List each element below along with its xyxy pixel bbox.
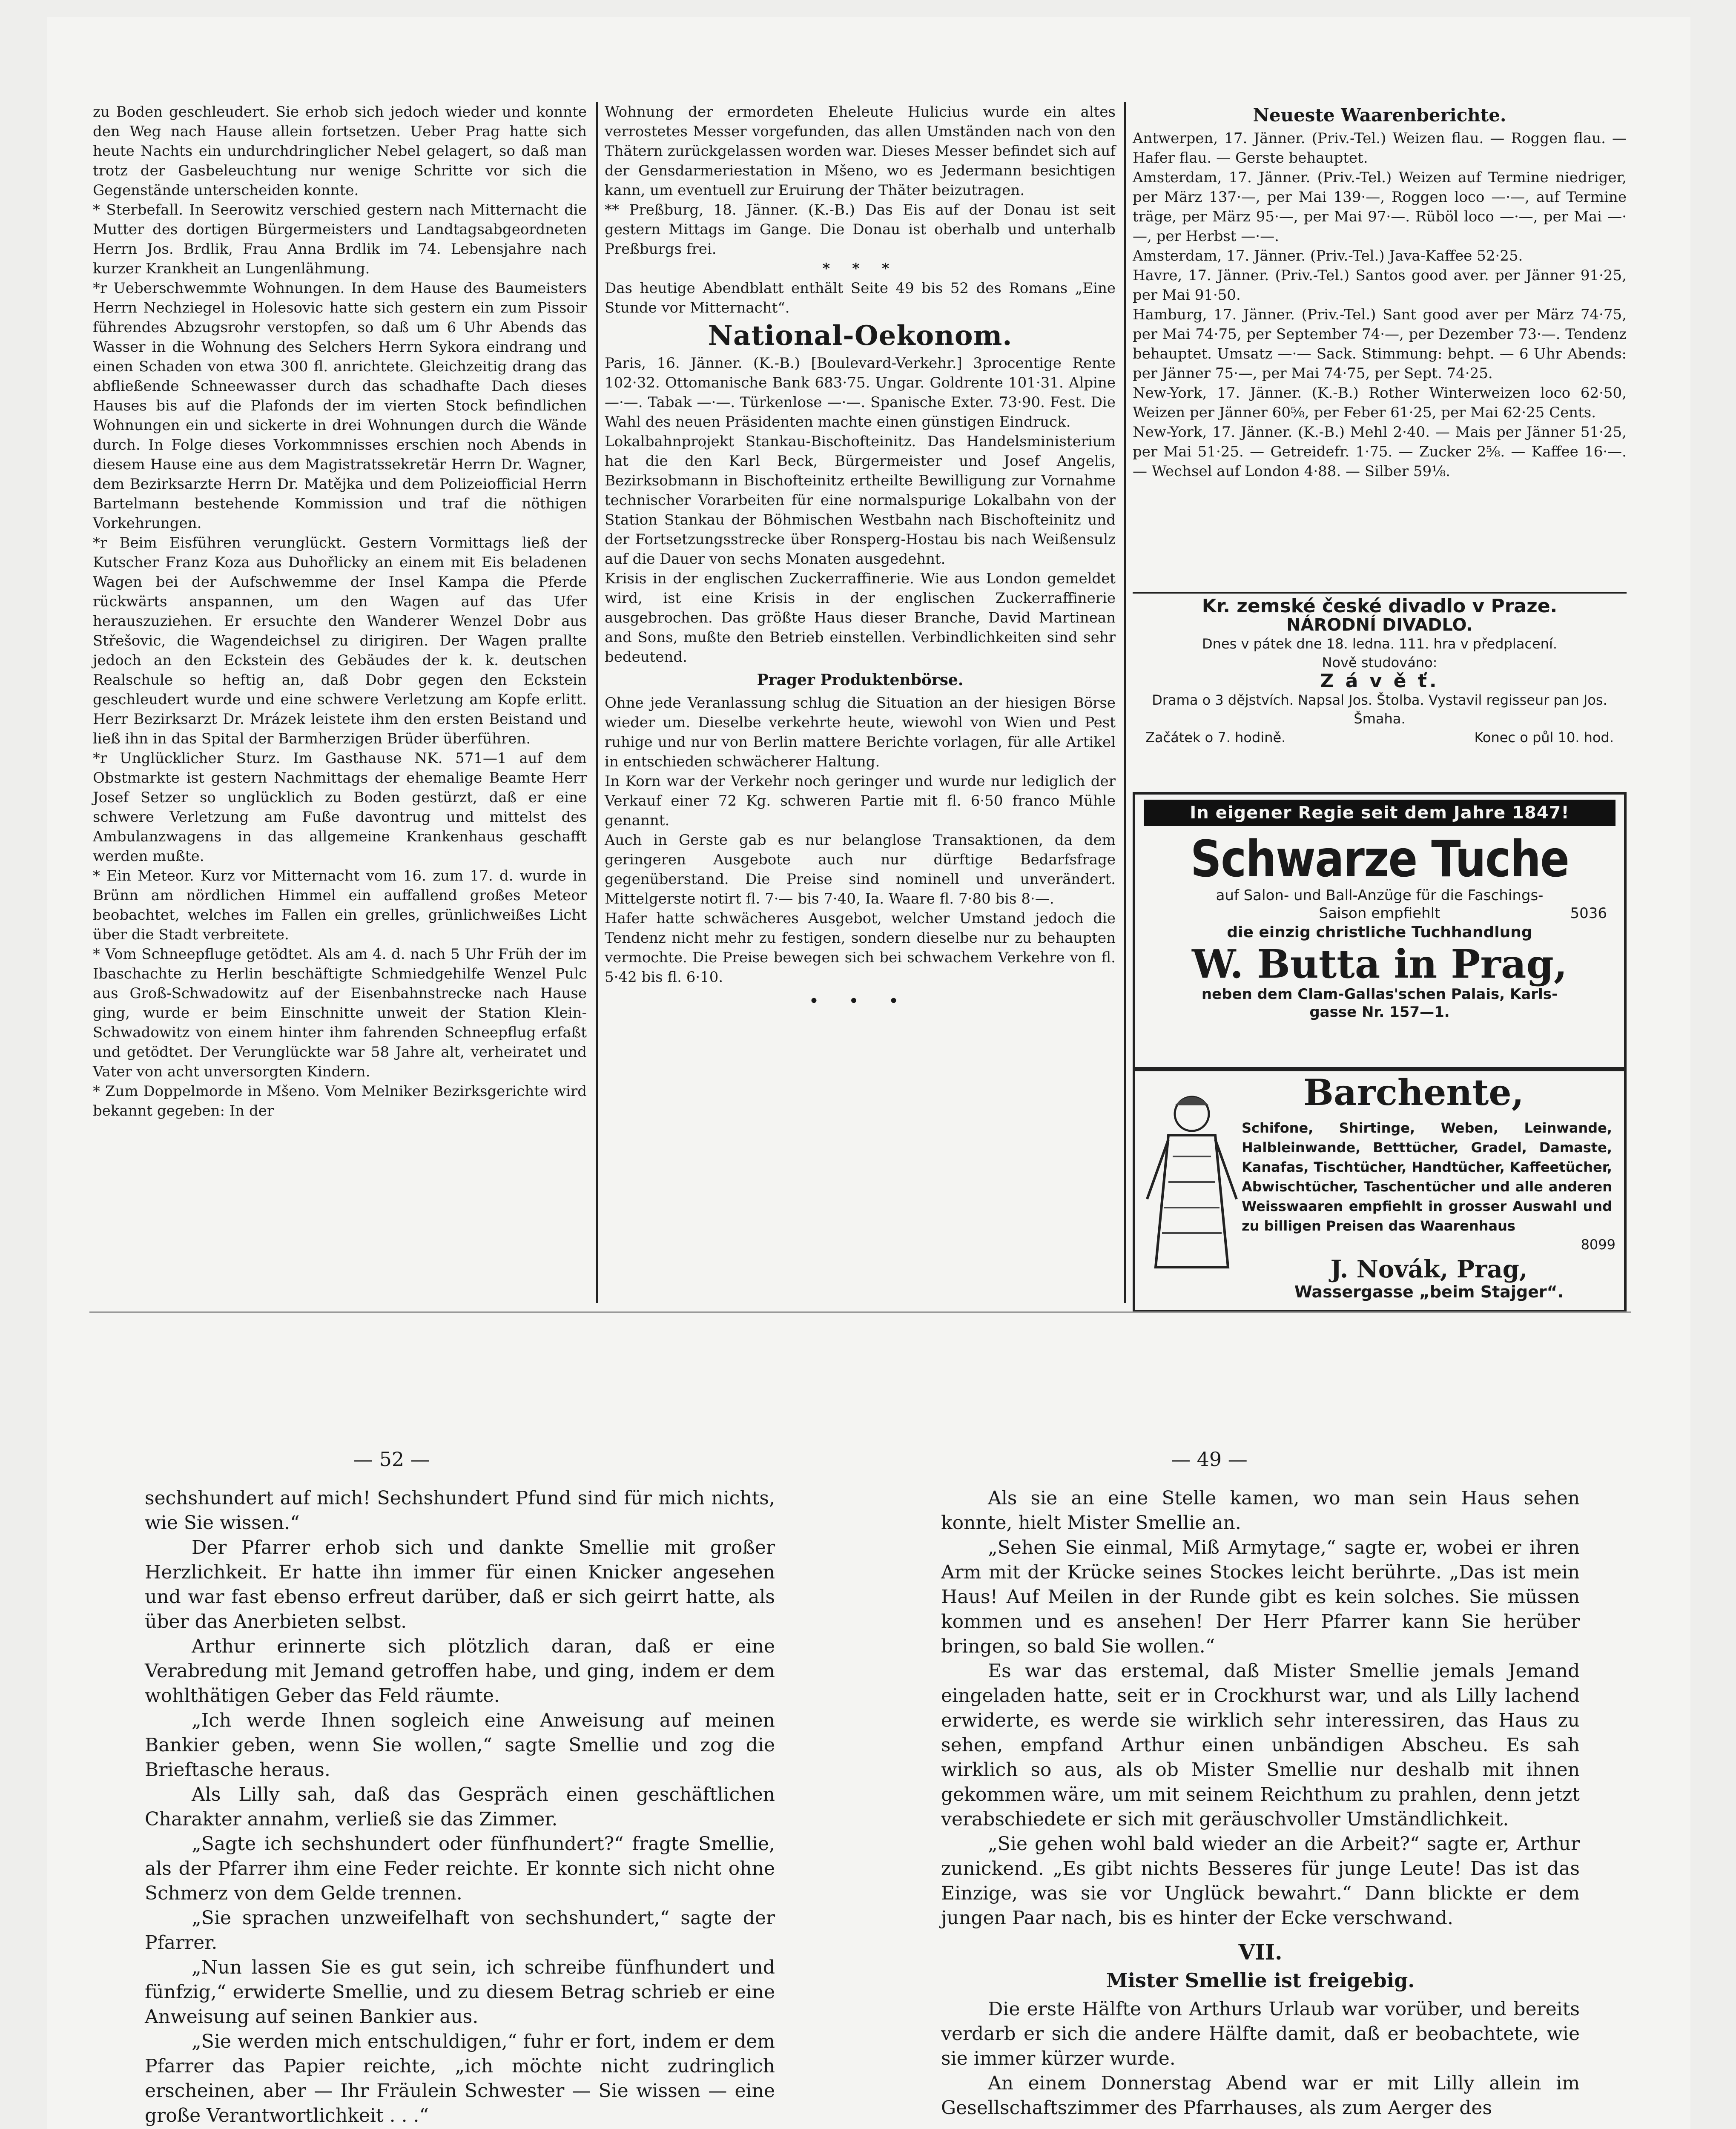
novel-paragraph: Als Lilly sah, daß das Gespräch einen geschäftlichen Charakter annahm, verließ sie das Zimmer. <box>145 1784 775 1830</box>
news-doppelmord: * Zum Doppelmorde in Mšeno. Vom Melniker Bezirksgerichte wird bekannt gegeben: In der <box>93 1083 587 1119</box>
novel-paragraph: „Sagte ich sechshundert oder fünfhundert?“ fragte Smellie, als der Pfarrer ihm eine Feder reichte. Er konnte sich nicht ohne Schmerz von dem Gelde trennen. <box>145 1833 775 1904</box>
separator-asterisks: * * * <box>822 260 898 277</box>
news-pressburg: ** Preßburg, 18. Jänner. (K.-B.) Das Eis auf der Donau ist seit gestern Mittags im Gange. Die Donau ist oberhalb und unterhalb Preßburgs frei. <box>605 201 1116 258</box>
news-lokalbahn: Lokalbahnprojekt Stankau-Bischofteinitz. Das Handelsministerium hat die den Karl Beck, Bürgermeister und Josef Angelis, Bezirksobmann in Bischofteinitz ertheilte Bewilligung zur Vornahme technischer Vorarbeiten für eine normalspurige Lokalbahn von der Station Stankau der Böhmischen Westbahn nach Bischofteinitz und der Fortsetzungsstrecke über Ronsperg-Hostau bis nach Weißensulz auf die Dauer von sechs Monaten ausgedehnt. <box>605 433 1116 568</box>
novel-paragraph: „Sie gehen wohl bald wieder an die Arbeit?“ sagte er, Arthur zunickend. „Es gibt nichts Besseres für junge Leute! Das ist das Einzige, was sie vor Unglück bewahrt.“ Dann blickte er dem jungen Paar nach, bis es hinter der Ecke verschwand. <box>941 1833 1580 1929</box>
market-paragraph: Auch in Gerste gab es nur belanglose Transaktionen, da dem geringeren Ausgebote auch nur dürftige Bedarfsfrage gegenüberstand. Die Preise sind nominell und unverändert. Mittelgerste notirt fl. 7·— bis 7·40, Ia. Waare fl. 7·80 bis 8·—. <box>605 832 1116 907</box>
novel-paragraph: „Sie sprachen unzweifelhaft von sechshundert,“ sagte der Pfarrer. <box>145 1907 775 1954</box>
news-paragraph: zu Boden geschleudert. Sie erhob sich jedoch wieder und konnte den Weg nach Hause allein fortsetzen. Ueber Prag hatte sich heute Nachts ein undurchdringlicher Nebel gelagert, so daß man trotz der Gasbeleuchtung nur wenige Schritte vor sich die Gegenstände unterscheiden konnte. <box>93 103 587 199</box>
ad-headline: Barchente, <box>1303 1071 1524 1113</box>
subsection-title: Prager Produktenbörse. <box>757 671 964 689</box>
column-rule <box>596 102 598 1303</box>
novel-paragraph: Die erste Hälfte von Arthurs Urlaub war vorüber, und bereits verdarb er sich die andere Hälfte damit, daß er beobachtete, wie sie immer kürzer wurde. <box>941 1998 1580 2069</box>
ad-firm: J. Novák, Prag, <box>1330 1255 1528 1283</box>
novel-paragraph: An einem Donnerstag Abend war er mit Lilly allein im Gesellschaftszimmer des Pfarrhauses, als zum Aerger des <box>941 2072 1580 2119</box>
play-end: Konec o půl 10. hod. <box>1474 729 1614 746</box>
ad-banner: In eigener Regie seit dem Jahre 1847! <box>1144 800 1615 826</box>
ad-number: 5036 <box>1570 905 1607 922</box>
novel-paragraph: „Sie werden mich entschuldigen,“ fuhr er fort, indem er dem Pfarrer das Papier reichte, „ich möchte nicht zudringlich erscheinen, aber — Ihr Fräulein Schwester — Sie wissen — eine große Verantwortlichkeit . . .“ <box>145 2031 775 2126</box>
advertisement-tuche <box>1133 792 1627 1070</box>
novel-paragraph: Arthur erinnerte sich plötzlich daran, daß er eine Verabredung mit Jemand getroffen habe, und ging, indem er dem wohlthätigen Geber das Feld räumte. <box>145 1635 775 1707</box>
ad-number: 8099 <box>1581 1237 1615 1253</box>
novel-paragraph: „Ich werde Ihnen sogleich eine Anweisung auf meinen Bankier geben, wenn Sie wollen,“ sagte Smellie und zog die Brieftasche heraus. <box>145 1710 775 1781</box>
news-ueberschwemmte-wohnungen: *r Ueberschwemmte Wohnungen. In dem Hause des Baumeisters Herrn Nechziegel in Holesovic hatte sich gestern ein zum Pissoir führendes Abzugsrohr verstopfen, so daß um 6 Uhr Abends das Wasser in die Wohnung des Selchers Herrn Sykora eindrang und einen Schaden von etwa 300 fl. anrichtete. Gleichzeitig drang das abfließende Schneewasser durch das schadhafte Dach dieses Hauses bis auf die Plafonds der im vierten Stock befindlichen Wohnungen ein und sickerte in drei Wohnungen durch die Wände durch. In Folge dieses Vorkommnisses erschien noch Abends in diesem Hause eine aus dem Magistratssekretär Herrn Dr. Wagner, dem Bezirksarzte Herrn Dr. Matějka und dem Polizeiofficial Herrn Bartelmann bestehende Kommission und traf die nöthigen Vorkehrungen. <box>93 280 587 532</box>
news-zuckerraffinerie: Krisis in der englischen Zuckerraffinerie. Wie aus London gemeldet wird, ist eine Krisis in der englischen Zuckerraffinerie ausgebrochen. Das größte Haus dieser Branche, David Martinean and Sons, mußte den Betrieb einstellen. Verbindlichkeiten sind sehr bedeutend. <box>605 570 1116 666</box>
novel-paragraph: sechshundert auf mich! Sechshundert Pfund sind für mich nichts, wie Sie wissen.“ <box>145 1487 775 1534</box>
figure-illustration <box>1143 1088 1241 1276</box>
local-news-column <box>93 102 587 1121</box>
ad-text: Schifone, Shirtinge, Weben, Leinwande, Halbleinwande, Betttücher, Gradel, Damaste, Kanafas, Tischtücher, Handtücher, Kaffeetücher, Abwischtücher, Taschentücher und alle anderen Weisswaaren empfiehlt in grosser Auswahl und zu billigen Preisen das Waarenhaus <box>1242 1120 1612 1234</box>
theatre-note: Nově studováno: <box>1322 654 1438 671</box>
section-title: National-Oekonom. <box>708 320 1013 352</box>
novel-paragraph: Der Pfarrer erhob sich und dankte Smellie mit großer Herzlichkeit. Er hatte ihn immer für einen Knicker angesehen und war fast ebenso erfreut darüber, daß er sich geirrt hatte, als über das Anerbieten selbst. <box>145 1537 775 1633</box>
news-paris: Paris, 16. Jänner. (K.-B.) [Boulevard-Verkehr.] 3procentige Rente 102·32. Ottomanische Bank 683·75. Ungar. Goldrente 101·31. Alpine —·—. Tabak —·—. Türkenlose —·—. Spanische Exter. 73·90. Fest. Die Wahl des neuen Präsidenten machte einen günstigen Eindruck. <box>605 355 1116 430</box>
chapter-title: Mister Smellie ist freigebig. <box>1106 1969 1415 1992</box>
commodity-report: New-York, 17. Jänner. (K.-B.) Mehl 2·40. — Mais per Jänner 51·25, per Mai 51·25. — Getreidefr. 1·75. — Zucker 2⅝. — Kaffee 16·—. — Wechsel auf London 4·88. — Silber 59⅛. <box>1133 424 1627 480</box>
novel-right-page <box>941 1486 1580 2120</box>
market-paragraph: Ohne jede Veranlassung schlug die Situation an der hiesigen Börse wieder um. Dieselbe verkehrte heute, wiewohl von Wien und Pest ruhige und nur von Berlin mattere Berichte vorlagen, für alle Artikel in entschieden schwächerer Haltung. <box>605 694 1116 770</box>
play-times <box>1133 728 1627 747</box>
news-sterbefall: * Sterbefall. In Seerowitz verschied gestern nach Mitternacht die Mutter des dortigen Bürgermeisters und Landtagsabgeordneten Herrn Jos. Brdlik, Frau Anna Brdlik im 74. Lebensjahre nach kurzer Krankheit an Lungenlähmung. <box>93 201 587 277</box>
ad-address: Wassergasse „beim Stajger“. <box>1294 1283 1564 1301</box>
novel-paragraph: Es war das erstemal, daß Mister Smellie jemals Jemand eingeladen hatte, seit er in Crockhurst war, und als Lilly lachend erwiderte, es werde sie wirklich sehr interessiren, das Haus zu sehen, empfand Arthur einen unbändigen Abscheu. Es sah wirklich so aus, als ob Mister Smellie nur deshalb mit ihnen gekommen wäre, um mit seinem Reichthum zu prahlen, denn jetzt verabschiedete er sich mit geräuschvoller Umständlichkeit. <box>941 1660 1580 1830</box>
market-paragraph: Hafer hatte schwächeres Ausgebot, welcher Umstand jedoch die Tendenz nicht mehr zu festigen, sondern dieselbe nur zu behaupten vermochte. Die Preise bewegen sich bei schwachem Verkehre von fl. 5·42 bis fl. 6·10. <box>605 910 1116 986</box>
economy-column <box>605 102 1116 1011</box>
separator-dots: • • • <box>809 993 911 1010</box>
play-description: Drama o 3 dějstvích. Napsal Jos. Štolba. Vystavil regisseur pan Jos. Šmaha. <box>1152 692 1607 727</box>
news-sturz: *r Unglücklicher Sturz. Im Gasthause NK. 571—1 auf dem Obstmarkte ist gestern Nachmittags der ehemalige Beamte Herr Josef Setzer so unglücklich zu Boden gestürzt, daß er eine schwere Verletzung am Fuße davontrug und mittelst des Ambulanzwagens in das allgemeine Krankenhaus geschafft werden mußte. <box>93 750 587 865</box>
play-title: Z á v ě ť. <box>1320 670 1439 692</box>
commodity-report: Amsterdam, 17. Jänner. (Priv.-Tel.) Weizen auf Termine niedriger, per März 137·—, per Mai 139·—, Roggen loco —·—, auf Termine träge, per März 95·—, per Mai 97·—. Rüböl loco —·—, per Mai —·—, per Herbst —·—. <box>1133 169 1627 245</box>
ad-address: gasse Nr. 157—1. <box>1309 1004 1450 1021</box>
ad-address: neben dem Clam-Gallas'schen Palais, Karls- <box>1201 986 1558 1003</box>
commodity-report: Antwerpen, 17. Jänner. (Priv.-Tel.) Weizen flau. — Roggen flau. — Hafer flau. — Gerste behauptet. <box>1133 130 1627 166</box>
novel-paragraph: „Sehen Sie einmal, Miß Armytage,“ sagte er, wobei er ihren Arm mit der Krücke seines Stockes leicht berührte. „Das ist mein Haus! Auf Meilen in der Runde gibt es kein solches. Sie müssen kommen und es ansehen! Der Herr Pfarrer kann Sie herüber bringen, so bald Sie wollen.“ <box>941 1537 1580 1657</box>
theatre-date: Dnes v pátek dne 18. ledna. 111. hra v předplacení. <box>1202 636 1557 652</box>
commodity-report: Havre, 17. Jänner. (Priv.-Tel.) Santos good aver. per Jänner 91·25, per Mai 91·50. <box>1133 267 1627 304</box>
ad-firm: W. Butta in Prag, <box>1192 941 1567 987</box>
theatre-notice <box>1133 597 1627 747</box>
market-paragraph: In Korn war der Verkehr noch geringer und wurde nur lediglich der Verkauf einer 72 Kg. schweren Partie mit fl. 6·50 franco Mühle genannt. <box>605 773 1116 829</box>
commodity-report: Amsterdam, 17. Jänner. (Priv.-Tel.) Java-Kaffee 52·25. <box>1133 247 1523 264</box>
advertisement-barchente <box>1133 1069 1627 1312</box>
novel-notice: Das heutige Abendblatt enthält Seite 49 bis 52 des Romans „Eine Stunde vor Mitternacht“. <box>605 280 1116 316</box>
ad-line: Saison empfiehlt <box>1319 905 1440 922</box>
news-eisfuehren: *r Beim Eisführen verunglückt. Gestern Vormittags ließ der Kutscher Franz Koza aus Duhořlicky an einem mit Eis beladenen Wagen bei der Aufschwemme der Insel Kampa die Pferde rückwärts anspannen, um den Wagen auf das Ufer herauszuziehen. Er ersuchte den Wanderer Wenzel Dobr aus Střešovic, die Wagendeichsel zu dirigiren. Der Wagen prallte jedoch an den Eckstein des Gebäudes der k. k. deutschen Realschule so heftig an, daß Dobr gegen den Eckstein geschleudert wurde und eine schwere Verletzung am Kopfe erlitt. Herr Bezirksarzt Dr. Mrázek leistete ihm den ersten Beistand und ließ ihn in das Spital der Barmherzigen Brüder überführen. <box>93 534 587 747</box>
ad-headline: Schwarze Tuche <box>1190 829 1569 888</box>
novel-paragraph: Als sie an eine Stelle kamen, wo man sein Haus sehen konnte, hielt Mister Smellie an. <box>941 1487 1580 1534</box>
ad-line-row <box>1135 904 1624 922</box>
ad-line: die einzig christliche Tuchhandlung <box>1227 924 1532 941</box>
novel-paragraph: „Nun lassen Sie es gut sein, ich schreibe fünfhundert und fünfzig,“ erwiderte Smellie, und zu diesem Betrag schrieb er eine Anweisung auf seinen Bankier aus. <box>145 1957 775 2028</box>
notice-rule <box>1133 592 1627 594</box>
news-schneepflug: * Vom Schneepfluge getödtet. Als am 4. d. nach 5 Uhr Früh der im Ibaschachte zu Herlin beschäftigte Schmiedgehilfe Wenzel Pulc aus Groß-Schwadowitz auf der Eisenbahnstrecke nach Hause ging, wurde er beim Einschnitte unweit der Station Klein-Schwadowitz von einem hinter ihm fahrenden Schneepflug erfaßt und getödtet. Der Verunglückte war 58 Jahre alt, verheiratet und Vater von acht unversorgten Kindern. <box>93 946 587 1080</box>
play-start: Začátek o 7. hodině. <box>1145 729 1286 746</box>
news-messer: Wohnung der ermordeten Eheleute Hulicius wurde ein altes verrostetes Messer vorgefunden, das allen Umständen nach von den Thätern zurückgelassen worden war. Dieses Messer befindet sich auf der Gensdarmeriestation in Mšeno, wo es Jedermann besichtigen kann, um eventuell zur Eruirung der Thäter beizutragen. <box>605 103 1116 199</box>
commodity-report: New-York, 17. Jänner. (K.-B.) Rother Winterweizen loco 62·50, Weizen per Jänner 60⅝, per Feber 61·25, per Mai 62·25 Cents. <box>1133 384 1627 421</box>
column-rule <box>1124 102 1126 1303</box>
commodity-title: Neueste Waarenberichte. <box>1253 105 1506 126</box>
novel-left-page <box>145 1486 775 2129</box>
chapter-number: VII. <box>1238 1940 1283 1965</box>
news-meteor: * Ein Meteor. Kurz vor Mitternacht vom 16. zum 17. d. wurde in Brünn am nördlichen Himmel ein auffallend großes Meteor beobachtet, welches im Fallen ein grelles, grünlichweißes Licht über die Stadt verbreitete. <box>93 867 587 943</box>
ad-line: auf Salon- und Ball-Anzüge für die Faschings- <box>1216 887 1544 904</box>
theatre-name: Kr. zemské české divadlo v Praze. <box>1202 595 1558 617</box>
commodity-column <box>1133 102 1627 481</box>
page-bottom-rule <box>89 1311 1631 1313</box>
novel-page-number-right: — 49 — <box>1171 1448 1248 1471</box>
newspaper-page <box>47 17 1690 2129</box>
commodity-report: Hamburg, 17. Jänner. (Priv.-Tel.) Sant good aver per März 74·75, per Mai 74·75, per September 74·—, per Dezember 73·—. Tendenz behauptet. Umsatz —·— Sack. Stimmung: behpt. — 6 Uhr Abends: per Jänner 75·—, per Mai 74·75, per Sept. 74·25. <box>1133 306 1627 382</box>
novel-page-number-left: — 52 — <box>353 1448 430 1471</box>
theatre-subname: NÁRODNÍ DIVADLO. <box>1286 615 1473 635</box>
